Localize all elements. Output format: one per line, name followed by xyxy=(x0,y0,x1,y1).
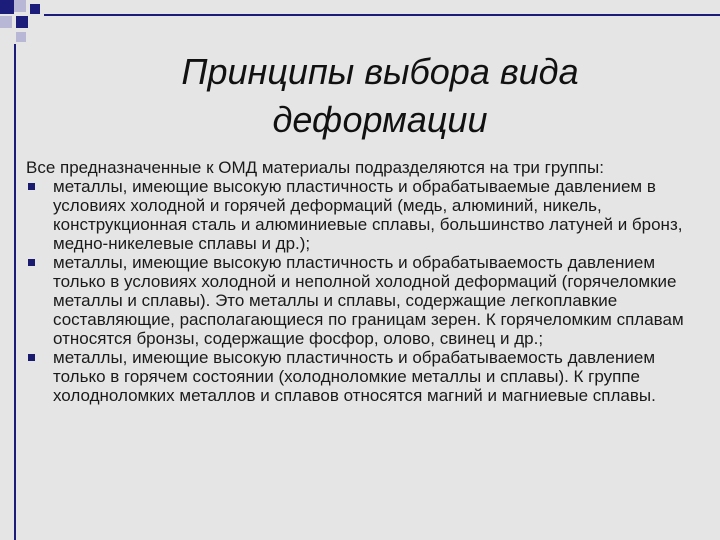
bullet-text: металлы, имеющие высокую пластичность и обрабатываемость давлением только в условиях холодной и неполной холодной деформаций (горячеломкие металлы и сплавы). Это металлы и сплавы, содержащие легкоплавкие составляющие, располагающиеся по границам зерен. К горячеломким сплавам относятся бронзы, содержащие фосфор, олово, свинец и др.; xyxy=(53,253,684,348)
deco-square-navy-large xyxy=(0,0,14,14)
bullet-item xyxy=(26,177,702,253)
deco-square-navy-lower xyxy=(16,16,28,28)
square-bullet-icon xyxy=(28,354,35,361)
bullet-item xyxy=(26,253,702,348)
deco-square-navy-small xyxy=(30,4,40,14)
left-rule xyxy=(14,44,16,540)
bullet-list xyxy=(26,177,702,405)
square-bullet-icon xyxy=(28,259,35,266)
deco-square-light xyxy=(14,0,26,12)
bullet-text: металлы, имеющие высокую пластичность и обрабатываемость давлением только в горячем состоянии (холодноломкие металлы и сплавы). К группе холодноломких металлов и сплавов относятся магний и магниевые сплавы. xyxy=(53,348,656,405)
deco-square-light-bottom xyxy=(16,32,26,42)
bullet-item xyxy=(26,348,702,405)
bullet-text: металлы, имеющие высокую пластичность и обрабатываемые давлением в условиях холодной и горячей деформаций (медь, алюминий, никель, конструкционная сталь и алюминиевые сплавы, большинство латуней и бронз, медно-никелевые сплавы и др.); xyxy=(53,177,683,253)
slide-body xyxy=(26,158,702,405)
deco-square-light-lower xyxy=(0,16,12,28)
slide-title: Принципы выбора вида деформации xyxy=(181,51,579,140)
square-bullet-icon xyxy=(28,183,35,190)
corner-decoration xyxy=(0,0,720,46)
top-rule xyxy=(44,14,720,16)
intro-text: Все предназначенные к ОМД материалы подразделяются на три группы: xyxy=(26,158,604,177)
